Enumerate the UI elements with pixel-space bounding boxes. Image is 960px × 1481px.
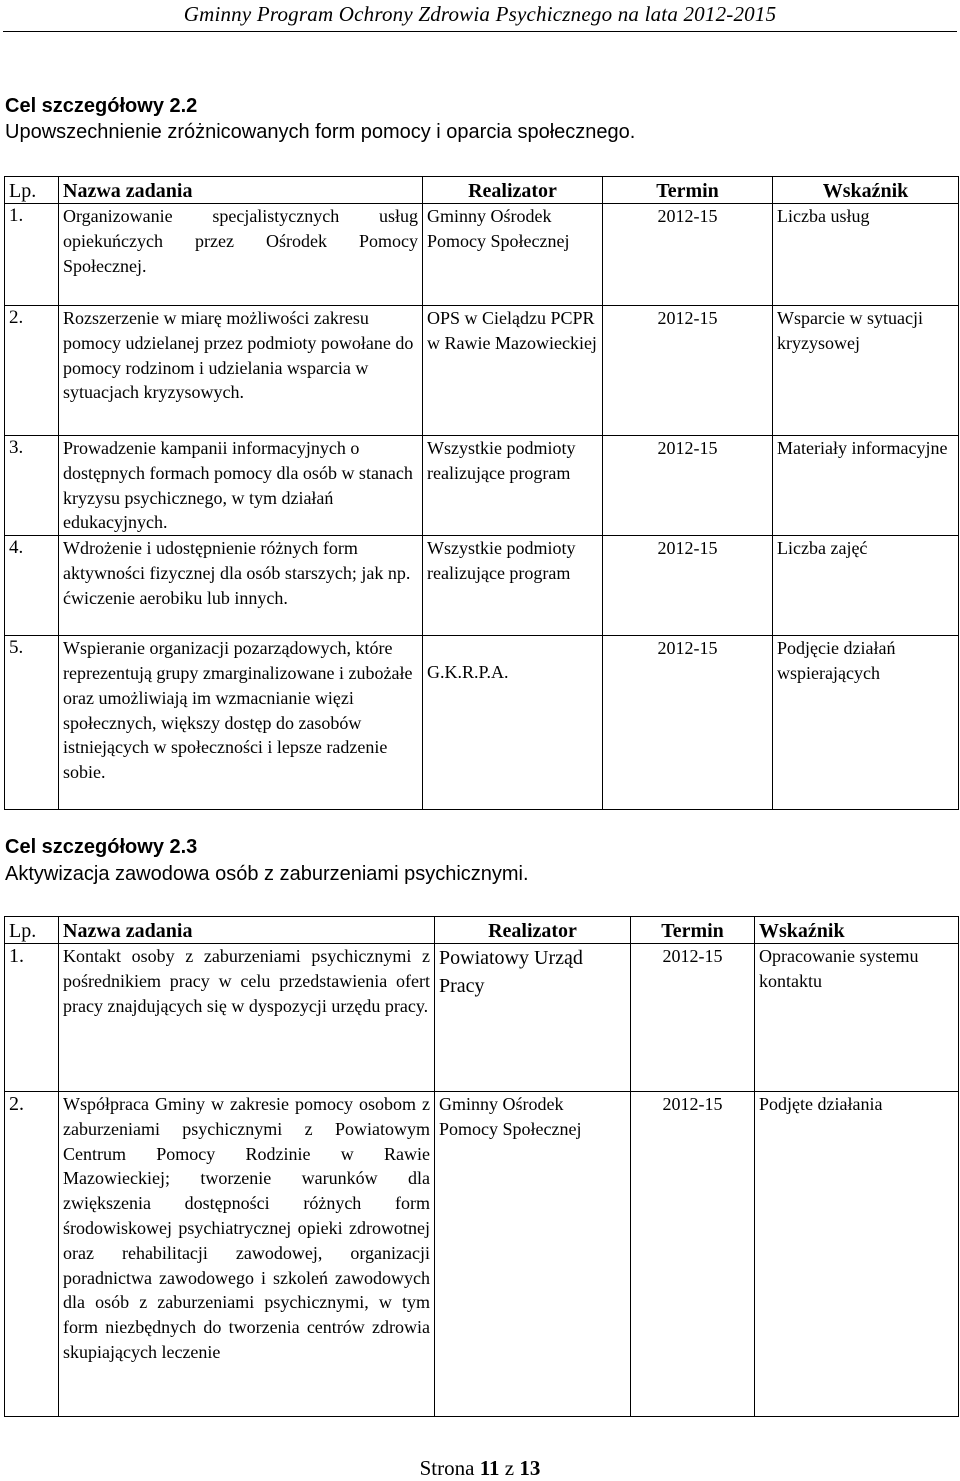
- realizator: Gminny Ośrodek Pomocy Społecznej: [435, 1092, 631, 1417]
- wskaznik: Liczba usług: [773, 204, 959, 306]
- task-table-2-3: [4, 916, 959, 1417]
- wskaznik: Opracowanie systemu kontaktu: [755, 944, 959, 1092]
- column-header-task: Nazwa zadania: [59, 177, 423, 204]
- wskaznik: Podjęcie działań wspierających: [773, 636, 959, 810]
- task-name: Wdrożenie i udostępnienie różnych form aktywności fizycznej dla osób starszych; jak np. ćwiczenie aerobiku lub innych.: [59, 536, 423, 636]
- task-name: Współpraca Gminy w zakresie pomocy osobom z zaburzeniami psychicznymi z Powiatowym Centrum Pomocy Rodzinie w Rawie Mazowieckiej; tworzenie warunków dla zwiększenia dostępności różnych form środowiskowej psychiatrycznej opieki zdrowotnej oraz rehabilitacji zawodowej, organizacji poradnictwa zawodowego i szkoleń zawodowych dla osób z zaburzeniami psychicznymi, w tym form niezbędnych do tworzenia centrów zdrowia skupiających leczenie: [59, 1092, 435, 1417]
- section-subtitle: Aktywizacja zawodowa osób z zaburzeniami psychicznymi.: [5, 863, 529, 885]
- footer-prefix: Strona: [419, 1456, 475, 1480]
- table-header-row: [5, 177, 959, 204]
- wskaznik: Materiały informacyjne: [773, 436, 959, 536]
- wskaznik: Podjęte działania: [755, 1092, 959, 1417]
- termin: 2012-15: [631, 1092, 755, 1417]
- row-number: 3.: [5, 436, 59, 536]
- page-footer: [0, 1456, 960, 1481]
- task-table-2-2: [4, 176, 959, 810]
- column-header-wskaznik: Wskaźnik: [755, 917, 959, 944]
- wskaznik: Wsparcie w sytuacji kryzysowej: [773, 306, 959, 436]
- table-row: [5, 944, 959, 1092]
- termin: 2012-15: [603, 204, 773, 306]
- table-row: [5, 636, 959, 810]
- row-number: 5.: [5, 636, 59, 810]
- task-name: Wspieranie organizacji pozarządowych, które reprezentują grupy zmarginalizowane i zubożałe oraz umożliwiają im wzmacnianie więzi społecznych, większy dostęp do zasobów istniejących w społeczności i lepsze radzenie sobie.: [59, 636, 423, 810]
- table-header-row: [5, 917, 959, 944]
- wskaznik: Liczba zajęć: [773, 536, 959, 636]
- task-name: Organizowanie specjalistycznych usług opiekuńczych przez Ośrodek Pomocy Społecznej.: [59, 204, 423, 306]
- section-title: Cel szczegółowy 2.2: [5, 95, 198, 117]
- footer-page-total: 13: [519, 1456, 541, 1480]
- row-number: 2.: [5, 1092, 59, 1417]
- footer-separator: z: [504, 1456, 515, 1480]
- task-name: Rozszerzenie w miarę możliwości zakresu pomocy udzielanej przez podmioty powołane do pomocy rodzinom i udzielania wsparcia w sytuacjach kryzysowych.: [59, 306, 423, 436]
- page-header: [0, 0, 960, 34]
- realizator: OPS w Cielądzu PCPR w Rawie Mazowieckiej: [423, 306, 603, 436]
- realizator: Wszystkie podmioty realizujące program: [423, 436, 603, 536]
- row-number: 2.: [5, 306, 59, 436]
- realizator: G.K.R.P.A.: [423, 636, 603, 810]
- task-name: Prowadzenie kampanii informacyjnych o dostępnych formach pomocy dla osób w stanach kryzysu psychicznego, w tym działań edukacyjnych.: [59, 436, 423, 536]
- row-number: 4.: [5, 536, 59, 636]
- table-row: [5, 1092, 959, 1417]
- header-title: Gminny Program Ochrony Zdrowia Psychicznego na lata 2012-2015: [183, 2, 777, 26]
- realizator: Gminny Ośrodek Pomocy Społecznej: [423, 204, 603, 306]
- termin: 2012-15: [631, 944, 755, 1092]
- section-title: Cel szczegółowy 2.3: [5, 836, 198, 858]
- table-row: [5, 436, 959, 536]
- task-name: Kontakt osoby z zaburzeniami psychicznymi z pośrednikiem pracy w celu przedstawienia ofert pracy znajdujących się w dyspozycji urzędu pracy.: [59, 944, 435, 1092]
- section-subtitle: Upowszechnienie zróżnicowanych form pomocy i oparcia społecznego.: [5, 121, 636, 143]
- column-header-termin: Termin: [631, 917, 755, 944]
- table-row: [5, 306, 959, 436]
- termin: 2012-15: [603, 306, 773, 436]
- termin: 2012-15: [603, 536, 773, 636]
- row-number: 1.: [5, 944, 59, 1092]
- termin: 2012-15: [603, 636, 773, 810]
- realizator: Powiatowy Urząd Pracy: [435, 944, 631, 1092]
- realizator: Wszystkie podmioty realizujące program: [423, 536, 603, 636]
- table-row: [5, 204, 959, 306]
- column-header-realizator: Realizator: [435, 917, 631, 944]
- footer-page-number: 11: [479, 1456, 500, 1480]
- column-header-wskaznik: Wskaźnik: [773, 177, 959, 204]
- column-header-task: Nazwa zadania: [59, 917, 435, 944]
- column-header-lp: Lp.: [5, 917, 59, 944]
- termin: 2012-15: [603, 436, 773, 536]
- column-header-realizator: Realizator: [423, 177, 603, 204]
- row-number: 1.: [5, 204, 59, 306]
- table-row: [5, 536, 959, 636]
- column-header-termin: Termin: [603, 177, 773, 204]
- column-header-lp: Lp.: [5, 177, 59, 204]
- header-rule: [3, 31, 957, 32]
